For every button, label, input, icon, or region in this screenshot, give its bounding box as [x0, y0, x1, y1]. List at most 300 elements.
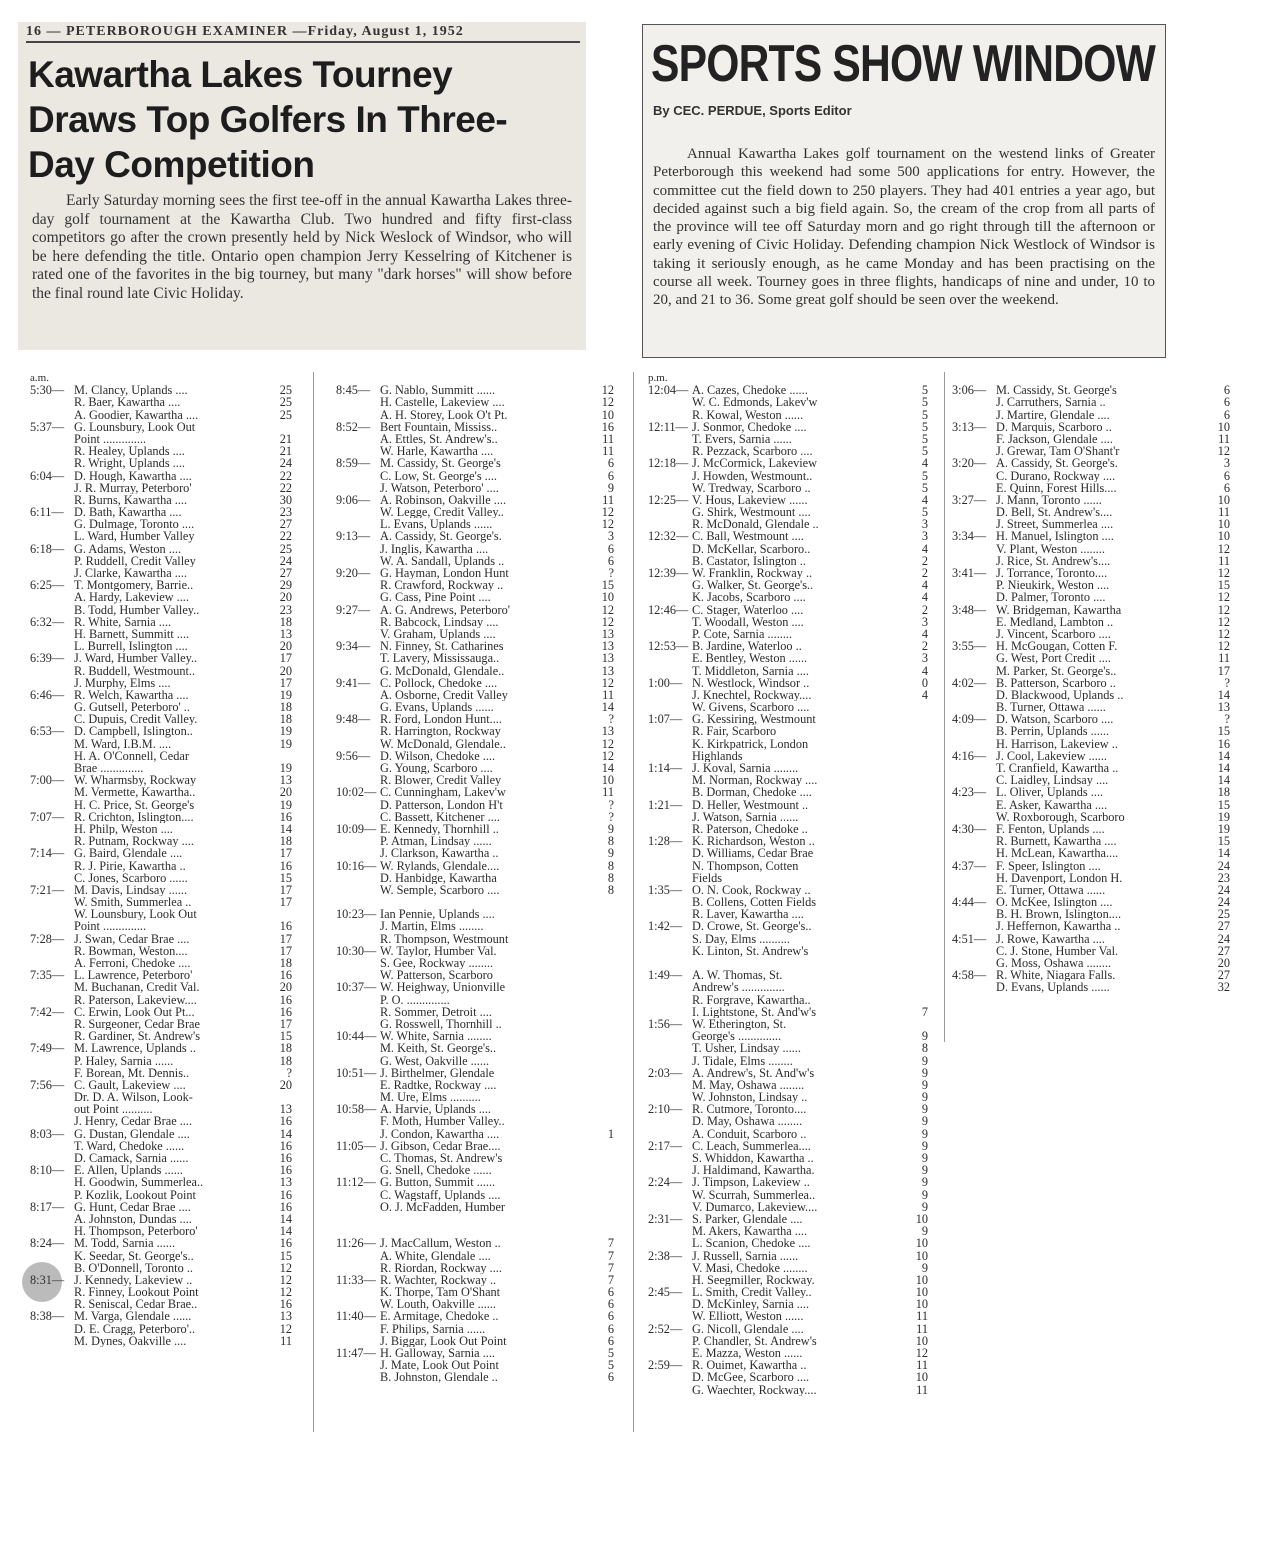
tee-row — [336, 530, 614, 542]
tee-row — [30, 665, 292, 677]
handicap: 27 — [1217, 943, 1230, 958]
player-name: M. Keith, St. George's.. — [380, 1042, 497, 1055]
tee-row — [336, 457, 614, 469]
handicap: 2 — [921, 566, 928, 580]
handicap: 17 — [279, 1016, 292, 1031]
tee-row — [30, 799, 292, 811]
tee-row — [648, 1262, 928, 1274]
tee-row — [30, 884, 292, 896]
tee-row — [336, 1140, 614, 1152]
handicap: 12 — [279, 1285, 292, 1300]
player-name: M. Cassidy, St. George's — [996, 384, 1117, 397]
time-period-header: p.m. — [648, 372, 668, 384]
tee-time — [648, 1310, 692, 1322]
handicap — [588, 920, 614, 932]
player-name: J. Heffernon, Kawartha .. — [996, 920, 1121, 933]
player-name: E. Asker, Kawartha .... — [996, 798, 1108, 811]
player-name: A. Cassidy, St. George's. — [996, 457, 1118, 470]
handicap — [902, 750, 928, 762]
handicap — [902, 738, 928, 750]
tee-row — [952, 518, 1230, 530]
handicap: 9 — [921, 1187, 928, 1202]
player-name: G. Cass, Pine Point .... — [380, 591, 491, 604]
player-name: J. Rice, St. Andrew's.... — [996, 554, 1111, 567]
tee-time: 8:03— — [30, 1126, 65, 1141]
tee-row — [30, 604, 292, 616]
player-name: M. Ward, I.B.M. .... — [74, 737, 172, 750]
handicap: 7 — [607, 1248, 614, 1263]
player-name: J. Watson, Peterboro' .... — [380, 481, 499, 494]
tee-row — [648, 1298, 928, 1310]
handicap: 10 — [915, 1333, 928, 1348]
tee-time — [30, 860, 74, 872]
tee-time — [336, 1359, 380, 1371]
player-name: G. Dustan, Glendale .... — [74, 1127, 190, 1140]
tee-row — [952, 896, 1230, 908]
tee-time: 9:20— — [336, 566, 371, 580]
player-name: E. Kennedy, Thornhill .. — [380, 822, 499, 836]
tee-row — [336, 957, 614, 969]
tee-row — [30, 396, 292, 408]
handicap: 25 — [279, 541, 292, 556]
tee-time: 4:37— — [952, 858, 987, 873]
tee-time — [648, 1030, 692, 1042]
tee-row — [952, 470, 1230, 482]
tee-row — [648, 543, 928, 555]
handicap: 12 — [279, 1260, 292, 1275]
player-name: P. Chandler, St. Andrew's — [692, 1334, 817, 1347]
player-name: A. Cazes, Chedoke ...... — [692, 384, 808, 397]
tee-time — [336, 689, 380, 701]
tee-time: 6:18— — [30, 541, 65, 556]
handicap — [588, 1042, 614, 1054]
handicap: 3 — [921, 529, 928, 544]
player-name: J. Ward, Humber Valley.. — [74, 652, 198, 665]
player-name: W. Louth, Oakville ...... — [380, 1298, 497, 1311]
tee-row — [336, 762, 614, 774]
time-period-header — [336, 372, 614, 384]
tee-time: 4:30— — [952, 821, 987, 836]
handicap: 14 — [279, 1224, 292, 1239]
player-name: C. Cunningham, Lakev'w — [380, 786, 506, 799]
tee-row — [30, 1091, 292, 1103]
player-name: J. Knechtel, Rockway.... — [692, 688, 812, 702]
handicap — [588, 908, 614, 920]
tee-time — [952, 396, 996, 408]
player-name: George's .............. — [692, 1030, 782, 1043]
tee-time: 3:55— — [952, 639, 987, 654]
handicap: 17 — [279, 931, 292, 946]
player-name: J. Clarke, Kawartha .... — [74, 567, 188, 580]
tee-time — [952, 908, 996, 920]
tee-row — [952, 628, 1230, 640]
handicap: 2 — [921, 639, 928, 654]
handicap — [902, 860, 928, 872]
tee-time — [30, 981, 74, 993]
player-name: D. Camack, Sarnia ...... — [74, 1152, 189, 1165]
handicap: 16 — [279, 1163, 292, 1178]
handicap: 9 — [921, 1053, 928, 1068]
handicap: 13 — [1217, 700, 1230, 715]
handicap: 18 — [279, 956, 292, 970]
column-divider — [313, 372, 314, 1432]
handicap: 8 — [607, 834, 614, 849]
tee-time: 9:48— — [336, 712, 371, 727]
tee-row — [336, 1189, 614, 1201]
tee-row — [30, 591, 292, 603]
tee-row — [648, 725, 928, 737]
handicap: 13 — [279, 1102, 292, 1117]
tee-time — [648, 945, 692, 957]
tee-row — [952, 652, 1230, 664]
player-name: M. Lawrence, Uplands .. — [74, 1042, 196, 1055]
tee-row — [336, 1347, 614, 1359]
handicap: 22 — [279, 468, 292, 483]
handicap: 9 — [921, 1260, 928, 1275]
handicap: 2 — [921, 602, 928, 617]
tee-time: 1:21— — [648, 797, 683, 812]
player-name: Fields — [692, 871, 723, 884]
tee-row — [648, 860, 928, 872]
handicap: 9 — [921, 1065, 928, 1080]
tee-time — [30, 445, 74, 457]
tee-row — [648, 1274, 928, 1286]
handicap: 14 — [1217, 748, 1230, 763]
handicap: 10 — [915, 1211, 928, 1226]
tee-time — [30, 896, 74, 908]
handicap: 8 — [921, 1041, 928, 1056]
handicap: 18 — [279, 614, 292, 629]
tee-time — [648, 543, 692, 555]
handicap: 13 — [601, 724, 614, 739]
player-name: D. McKellar, Scarboro.. — [692, 542, 811, 555]
handicap: 11 — [1218, 651, 1230, 666]
tee-row — [336, 616, 614, 628]
handicap: 3 — [607, 529, 614, 544]
handicap — [588, 1079, 614, 1091]
tee-row — [30, 1018, 292, 1030]
player-name: A. Conduit, Scarboro .. — [692, 1127, 807, 1140]
article-left — [18, 22, 586, 350]
tee-row — [648, 799, 928, 811]
tee-row — [952, 421, 1230, 433]
player-name: P. Nieukirk, Weston .... — [996, 579, 1110, 592]
player-name: V. Graham, Uplands .... — [380, 627, 496, 641]
tee-time — [336, 1201, 380, 1213]
handicap: 6 — [1223, 480, 1230, 495]
player-name: H. Davenport, London H. — [996, 871, 1123, 884]
player-name: R. Thompson, Westmount — [380, 932, 509, 945]
tee-time — [648, 811, 692, 823]
player-name: J. Condon, Kawartha .... — [380, 1127, 500, 1140]
article-left-body: Early Saturday morning sees the first tee-off in the annual Kawartha Lakes three-day golf tournament at the Kawartha Club. Two hundred and fifty first-class competitors go after the crown presently held by Nick Weslock of Windsor, who will be here defending the title. Ontario open champion Jerry Kesselring of Kitchener is rated one of the favorites in the big tourney, but many "dark horses" will show before the final round late Civic Holiday. — [32, 192, 572, 302]
tee-row — [952, 591, 1230, 603]
tee-row — [336, 847, 614, 859]
tee-row — [648, 421, 928, 433]
tee-row — [336, 470, 614, 482]
tee-time — [648, 1371, 692, 1383]
player-name: M. Todd, Sarnia ...... — [74, 1237, 176, 1250]
tee-row — [336, 713, 614, 725]
tee-time — [952, 652, 996, 664]
tee-row — [648, 677, 928, 689]
handicap: 4 — [921, 590, 928, 605]
tee-time — [336, 579, 380, 591]
tee-time: 12:46— — [648, 602, 689, 617]
handicap: 5 — [607, 1358, 614, 1373]
handicap: 25 — [279, 407, 292, 422]
player-name: R. Seniscal, Cedar Brae.. — [74, 1298, 198, 1311]
tee-time: 12:32— — [648, 529, 689, 544]
tee-time: 10:58— — [336, 1102, 377, 1117]
tee-row — [336, 494, 614, 506]
player-name — [380, 1225, 588, 1237]
player-name: R. Surgeoner, Cedar Brae — [74, 1017, 200, 1031]
handicap — [588, 1055, 614, 1067]
handicap: 11 — [280, 1333, 292, 1348]
player-name: W. Rylands, Glendale.... — [380, 859, 500, 872]
handicap: 6 — [607, 1321, 614, 1336]
player-name: G. McDonald, Glendale.. — [380, 664, 505, 677]
tee-row — [336, 1225, 614, 1237]
column-divider — [633, 372, 634, 1432]
handicap: 7 — [607, 1272, 614, 1287]
handicap: 13 — [279, 1175, 292, 1190]
player-name: D. Crowe, St. George's.. — [692, 920, 812, 933]
tee-time — [30, 799, 74, 811]
handicap: 9 — [921, 1114, 928, 1129]
player-name: A. Robinson, Oakville .... — [380, 493, 507, 507]
player-name: R. Wachter, Rockway .. — [380, 1273, 497, 1287]
tee-row — [336, 945, 614, 957]
tee-row — [336, 1323, 614, 1335]
handicap: 12 — [601, 675, 614, 690]
tee-time: 12:25— — [648, 492, 689, 507]
tee-time — [30, 1176, 74, 1188]
player-name: G. Button, Summit ...... — [380, 1176, 496, 1189]
player-name: G. Kessiring, Westmount — [692, 713, 816, 726]
player-name: G. Lounsbury, Look Out — [74, 420, 196, 433]
handicap: 12 — [1217, 541, 1230, 556]
tee-time: 12:11— — [648, 419, 688, 434]
handicap: 13 — [601, 639, 614, 654]
handicap: 15 — [1217, 797, 1230, 812]
handicap: 6 — [1223, 407, 1230, 422]
player-name: W. Elliott, Weston ...... — [692, 1310, 804, 1323]
tee-time — [648, 1298, 692, 1310]
player-name: J. Birthelmer, Glendale — [380, 1066, 495, 1079]
tee-row — [648, 1128, 928, 1140]
handicap: 11 — [1218, 505, 1230, 520]
tee-time: 2:52— — [648, 1321, 683, 1336]
tee-row — [30, 482, 292, 494]
handicap: 6 — [607, 1309, 614, 1324]
player-name: D. Williams, Cedar Brae — [692, 847, 814, 860]
tee-row — [30, 1030, 292, 1042]
tee-time: 11:40— — [336, 1309, 376, 1324]
player-name: B. Johnston, Glendale .. — [380, 1371, 498, 1384]
tee-row — [336, 896, 614, 908]
tee-time: 7:28— — [30, 931, 65, 946]
tee-row — [952, 396, 1230, 408]
tee-row — [336, 908, 614, 920]
player-name: B. Turner, Ottawa ...... — [996, 701, 1106, 714]
tee-time — [648, 933, 692, 945]
tee-row — [648, 896, 928, 908]
tee-row — [30, 518, 292, 530]
handicap: 12 — [601, 614, 614, 629]
tee-time — [648, 1189, 692, 1201]
player-name: A. G. Andrews, Peterboro' — [380, 603, 510, 616]
player-name: D. Bath, Kawartha .... — [74, 506, 182, 519]
tee-row — [336, 652, 614, 664]
tee-row — [648, 567, 928, 579]
player-name: R. Ouimet, Kawartha .. — [692, 1359, 807, 1372]
tee-time — [336, 665, 380, 677]
player-name: W. Heighway, Unionville — [380, 981, 506, 994]
tee-row — [336, 1079, 614, 1091]
handicap: 14 — [1217, 846, 1230, 861]
handicap: 25 — [1217, 907, 1230, 922]
handicap: 4 — [921, 687, 928, 702]
tee-row — [30, 762, 292, 774]
player-name: E. Mazza, Weston ...... — [692, 1347, 803, 1360]
handicap: 6 — [607, 541, 614, 556]
tee-time — [336, 920, 380, 932]
tee-row — [336, 1237, 614, 1249]
tee-time — [952, 835, 996, 847]
tee-time — [30, 482, 74, 494]
player-name: J. Russell, Sarnia ...... — [692, 1249, 799, 1262]
handicap — [902, 811, 928, 823]
tee-row — [648, 665, 928, 677]
player-name: J. Carruthers, Sarnia .. — [996, 396, 1106, 409]
tee-row — [30, 811, 292, 823]
handicap: 11 — [602, 492, 614, 507]
handicap: 16 — [1217, 736, 1230, 751]
tee-row — [30, 1262, 292, 1274]
handicap: 11 — [602, 431, 614, 446]
handicap: 2 — [921, 553, 928, 568]
tee-row — [30, 738, 292, 750]
handicap: 12 — [1217, 626, 1230, 641]
player-name: C. J. Stone, Humber Val. — [996, 944, 1119, 957]
tee-time: 4:09— — [952, 712, 987, 727]
handicap: 4 — [921, 541, 928, 556]
player-name: W. Roxborough, Scarboro — [996, 810, 1125, 823]
tee-time: 10:02— — [336, 785, 377, 800]
handicap: 9 — [921, 1126, 928, 1141]
handicap: 5 — [921, 444, 928, 459]
tee-time — [30, 518, 74, 530]
tee-row — [30, 994, 292, 1006]
player-name: A. H. Storey, Look O't Pt. — [380, 408, 508, 421]
tee-row — [952, 945, 1230, 957]
tee-row — [336, 1030, 614, 1042]
handicap — [588, 1176, 614, 1188]
tee-time: 8:24— — [30, 1236, 65, 1251]
tee-time — [952, 920, 996, 932]
tee-row — [648, 1091, 928, 1103]
tee-row — [30, 1140, 292, 1152]
handicap: 22 — [279, 480, 292, 495]
tee-time: 7:07— — [30, 809, 65, 824]
player-name: C. Durano, Rockway .... — [996, 469, 1116, 482]
handicap — [588, 1103, 614, 1115]
tee-row — [952, 774, 1230, 786]
tee-row — [336, 567, 614, 579]
handicap — [588, 1140, 614, 1152]
tee-row — [30, 555, 292, 567]
handicap: 12 — [601, 748, 614, 763]
tee-time — [30, 1323, 74, 1335]
handicap: 4 — [921, 456, 928, 471]
tee-row — [648, 811, 928, 823]
player-name: R. Cutmore, Toronto.... — [692, 1103, 807, 1116]
tee-row — [952, 665, 1230, 677]
handicap: 12 — [601, 602, 614, 617]
player-name: W. Legge, Credit Valley.. — [380, 506, 504, 519]
player-name: J. Murphy, Elms .... — [74, 676, 171, 689]
player-name: P. Ruddell, Credit Valley — [74, 554, 196, 567]
tee-row — [30, 445, 292, 457]
handicap: 27 — [1217, 919, 1230, 934]
tee-time — [30, 1103, 74, 1115]
player-name: O. McKee, Islington .... — [996, 896, 1113, 909]
handicap: 12 — [601, 395, 614, 410]
tee-row — [648, 908, 928, 920]
player-name: A. Andrew's, St. And'w's — [692, 1066, 815, 1079]
tee-row — [952, 677, 1230, 689]
handicap: 3 — [921, 614, 928, 629]
player-name: L. Scanion, Chedoke .... — [692, 1237, 811, 1250]
player-name: F. Moth, Humber Valley.. — [380, 1115, 505, 1128]
tee-row — [952, 823, 1230, 835]
player-name: D. Evans, Uplands ...... — [996, 981, 1110, 994]
player-name: J. Watson, Sarnia ...... — [692, 810, 799, 823]
tee-time — [336, 1323, 380, 1335]
tee-row — [336, 872, 614, 884]
tee-time — [648, 847, 692, 859]
handicap: 23 — [1217, 870, 1230, 885]
handicap: 9 — [921, 1199, 928, 1214]
tee-time — [336, 762, 380, 774]
tee-row — [952, 433, 1230, 445]
handicap: 12 — [601, 736, 614, 751]
player-name: B. O'Donnell, Toronto .. — [74, 1261, 193, 1274]
player-name: D. Watson, Scarboro .... — [996, 713, 1114, 726]
tee-time — [336, 847, 380, 859]
player-name: R. Paterson, Chedoke .. — [692, 822, 808, 836]
tee-row — [336, 1250, 614, 1262]
tee-time — [648, 774, 692, 786]
player-name: C. Thomas, St. Andrew's — [380, 1152, 503, 1165]
player-name: A. Johnston, Dundas .... — [74, 1212, 192, 1226]
player-name: M. Norman, Rockway .... — [692, 774, 818, 787]
tee-row — [952, 981, 1230, 993]
tee-row — [648, 518, 928, 530]
handicap: 17 — [279, 675, 292, 690]
handicap — [902, 835, 928, 847]
handicap: 15 — [1217, 578, 1230, 593]
tee-row — [30, 1310, 292, 1322]
player-name: R. Babcock, Lindsay .... — [380, 615, 499, 628]
handicap — [902, 847, 928, 859]
tee-row — [336, 969, 614, 981]
tee-time — [336, 957, 380, 969]
tee-time — [336, 1055, 380, 1067]
player-name: J. Koval, Sarnia ........ — [692, 762, 799, 775]
